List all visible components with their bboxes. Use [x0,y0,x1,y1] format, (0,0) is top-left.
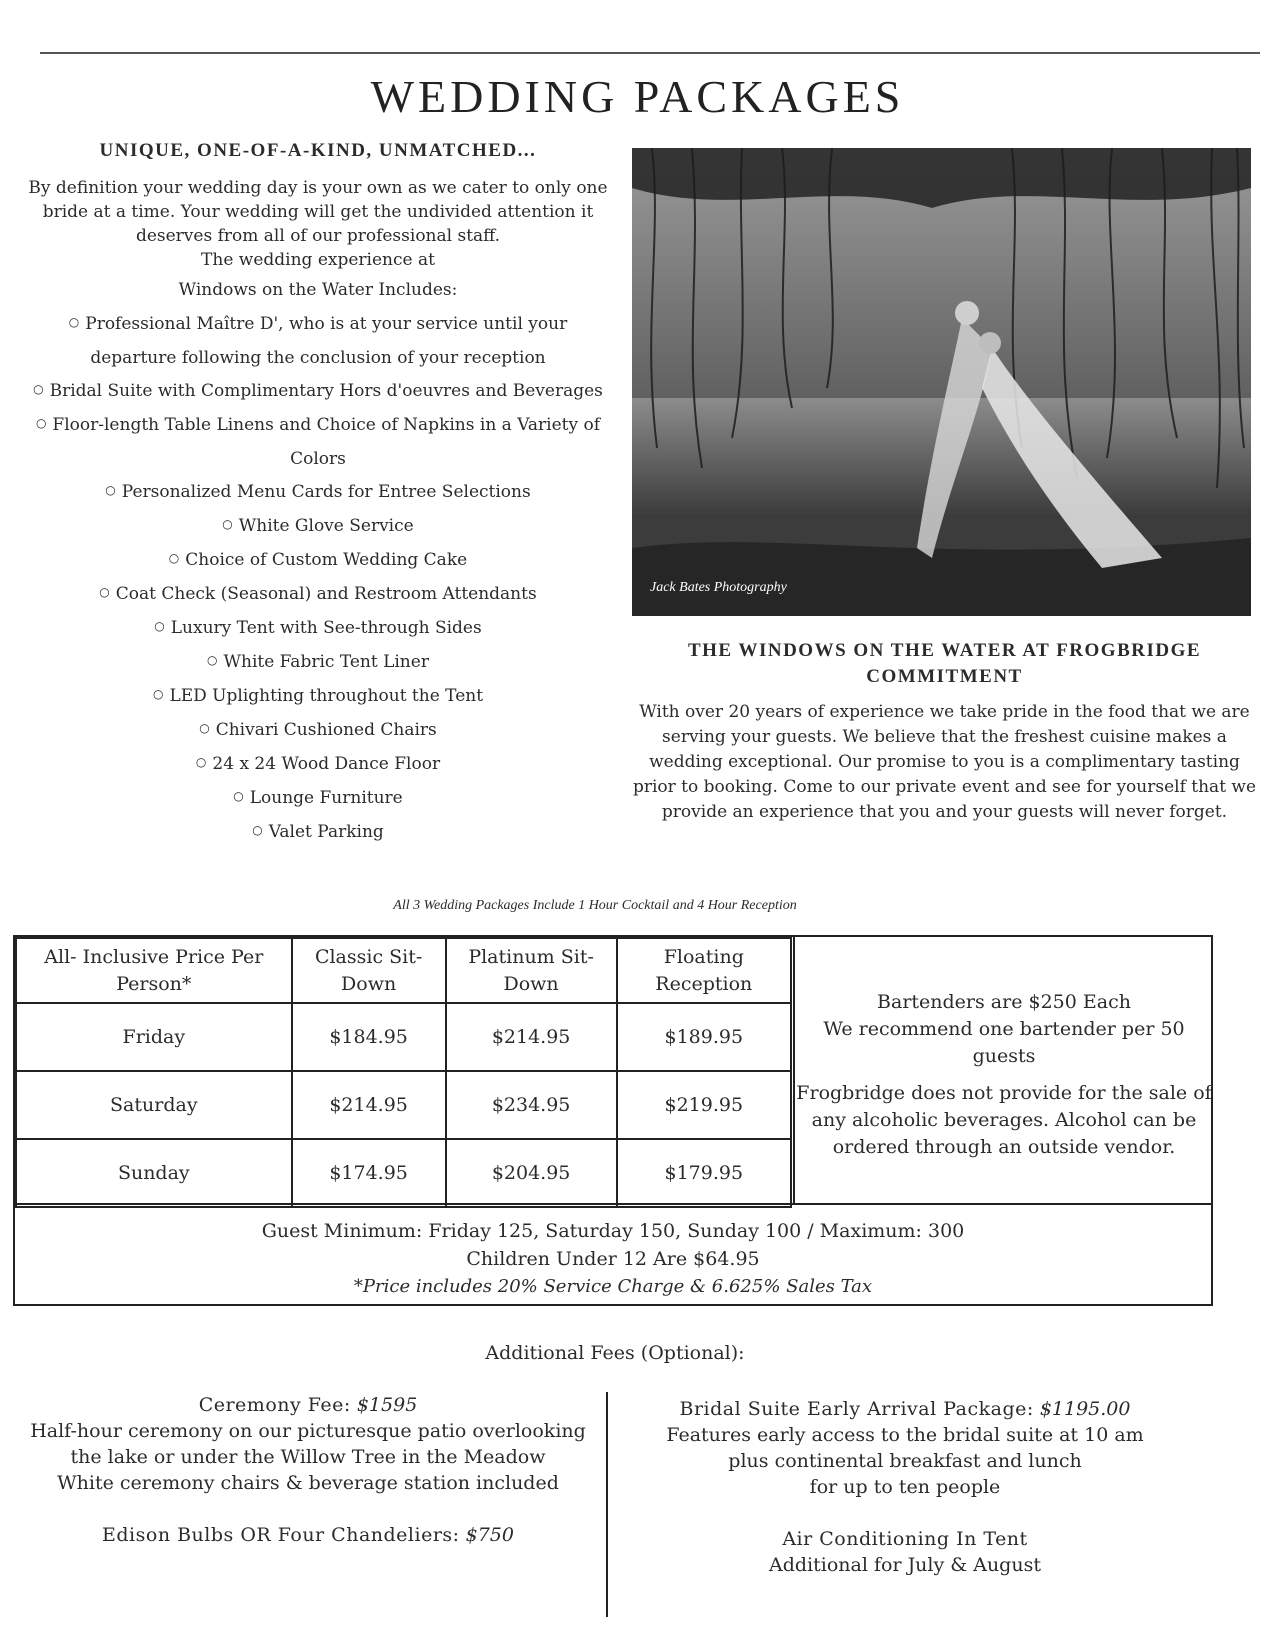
ac-title: Air Conditioning In Tent [782,1528,1028,1550]
ceremony-desc-1: Half-hour ceremony on our picturesque patio overlooking [30,1420,586,1442]
ceremony-desc-2: the lake or under the Willow Tree in the Meadow [70,1446,546,1468]
feature-item: ○ Bridal Suite with Complimentary Hors d'oeuvres and Beverages [33,381,603,401]
header-classic: Classic Sit-Down [292,938,446,1003]
feature-item: ○ Personalized Menu Cards for Entree Selections [105,482,531,502]
bullet-icon: ○ [195,755,207,769]
bullet-icon: ○ [33,382,44,396]
bullet-icon: ○ [207,653,218,667]
feature-item: ○ Lounge Furniture [233,788,403,808]
feature-item: ○ Luxury Tent with See-through Sides [154,618,482,638]
bullet-icon: ○ [222,517,233,531]
price-cell: $174.95 [292,1139,446,1207]
feature-item: ○ Chivari Cushioned Chairs [199,720,437,740]
bridal-suite-fee: Bridal Suite Early Arrival Package: $1195.00 [679,1398,1131,1420]
table-row [16,1003,791,1071]
price-cell: $234.95 [446,1071,617,1139]
commitment-section [632,638,1257,825]
day-cell: Friday [16,1003,292,1071]
pricing-table [15,937,792,1208]
table-row [16,1071,791,1139]
edison-fee: Edison Bulbs OR Four Chandeliers: $750 [102,1524,514,1546]
price-cell: $184.95 [292,1003,446,1071]
feature-item: ○ White Fabric Tent Liner [207,652,429,672]
table-header-row [16,938,791,1003]
bullet-icon: ○ [105,483,116,497]
intro-section [28,140,608,850]
header-platinum: Platinum Sit-Down [446,938,617,1003]
bullet-icon: ○ [35,416,47,430]
bartender-note [793,937,1213,1203]
fees-right-column [620,1396,1190,1578]
intro-subhead: UNIQUE, ONE-OF-A-KIND, UNMATCHED... [99,140,537,161]
feature-item: ○ White Glove Service [222,516,414,536]
alcohol-note: Frogbridge does not provide for the sale of any alcoholic beverages. Alcohol can be ordered through an outside vendor. [796,1082,1212,1158]
includes-line-2: Windows on the Water Includes: [178,280,458,300]
fees-divider [606,1392,608,1617]
feature-item: ○ 24 x 24 Wood Dance Floor [195,754,441,774]
price-cell: $219.95 [617,1071,791,1139]
commitment-title: THE WINDOWS ON THE WATER AT FROGBRIDGE COMMITMENT [687,640,1202,687]
price-cell: $179.95 [617,1139,791,1207]
price-cell: $214.95 [292,1071,446,1139]
page-title: WEDDING PACKAGES [370,71,905,122]
price-cell: $214.95 [446,1003,617,1071]
feature-item: ○ LED Uplighting throughout the Tent [152,686,484,706]
feature-item: ○ Coat Check (Seasonal) and Restroom Attendants [99,584,537,604]
day-cell: Sunday [16,1139,292,1207]
ac-desc: Additional for July & August [769,1554,1041,1576]
bullet-icon: ○ [154,619,165,633]
bullet-icon: ○ [99,585,110,599]
commitment-body: With over 20 years of experience we take pride in the food that we are serving your guests. We believe that the freshest cuisine makes a wedding exceptional. Our promise to you is a complimentary tasting prior to booking. Come to our private event and see for yourself that we provide an experience that you and your guests will never forget. [632,702,1257,822]
guest-minimum: Guest Minimum: Friday 125, Saturday 150, Sunday 100 / Maximum: 300 [261,1220,965,1242]
feature-item: ○ Floor-length Table Linens and Choice of Napkins in a Variety of Colors [35,415,601,469]
additional-fees-title: Additional Fees (Optional): [485,1342,745,1364]
header-floating: Floating Reception [617,938,791,1003]
price-cell: $189.95 [617,1003,791,1071]
guest-info [15,1203,1211,1306]
ceremony-fee: Ceremony Fee: $1595 [198,1394,418,1416]
ceremony-desc-3: White ceremony chairs & beverage station included [57,1472,559,1494]
bridal-desc-2: plus continental breakfast and lunch [728,1450,1082,1472]
children-price: Children Under 12 Are $64.95 [466,1248,760,1270]
feature-item: ○ Valet Parking [252,822,384,842]
table-row [16,1139,791,1207]
wedding-photo-image [632,148,1251,616]
bullet-icon: ○ [199,721,210,735]
price-includes-note: *Price includes 20% Service Charge & 6.625% Sales Tax [353,1276,873,1297]
feature-list [28,308,608,850]
feature-item: ○ Professional Maître D', who is at your service until your departure following the conclusion of your reception [68,314,568,368]
bridal-desc-1: Features early access to the bridal suite at 10 am [666,1424,1144,1446]
wedding-photo [632,148,1251,616]
includes-line-1: The wedding experience at [201,250,435,270]
pricing-box [13,935,1213,1306]
package-note: All 3 Wedding Packages Include 1 Hour Cocktail and 4 Hour Reception [393,898,797,913]
price-cell: $204.95 [446,1139,617,1207]
feature-item: ○ Choice of Custom Wedding Cake [168,550,468,570]
header-price-per-person: All- Inclusive Price Per Person* [16,938,292,1003]
bullet-icon: ○ [168,551,180,565]
bartender-fee: Bartenders are $250 Each We recommend one bartender per 50 guests [823,991,1185,1067]
top-rule [40,52,1260,54]
intro-paragraph: By definition your wedding day is your own as we cater to only one bride at a time. Your wedding will get the undivided attention it deserves from all of our professional staff. [28,178,608,246]
day-cell: Saturday [16,1071,292,1139]
bullet-icon: ○ [233,789,244,803]
bridal-desc-3: for up to ten people [809,1476,1001,1498]
bullet-icon: ○ [252,823,263,837]
bullet-icon: ○ [152,687,164,701]
photo-credit: Jack Bates Photography [650,580,787,595]
bullet-icon: ○ [68,315,80,329]
fees-left-column [10,1392,606,1548]
